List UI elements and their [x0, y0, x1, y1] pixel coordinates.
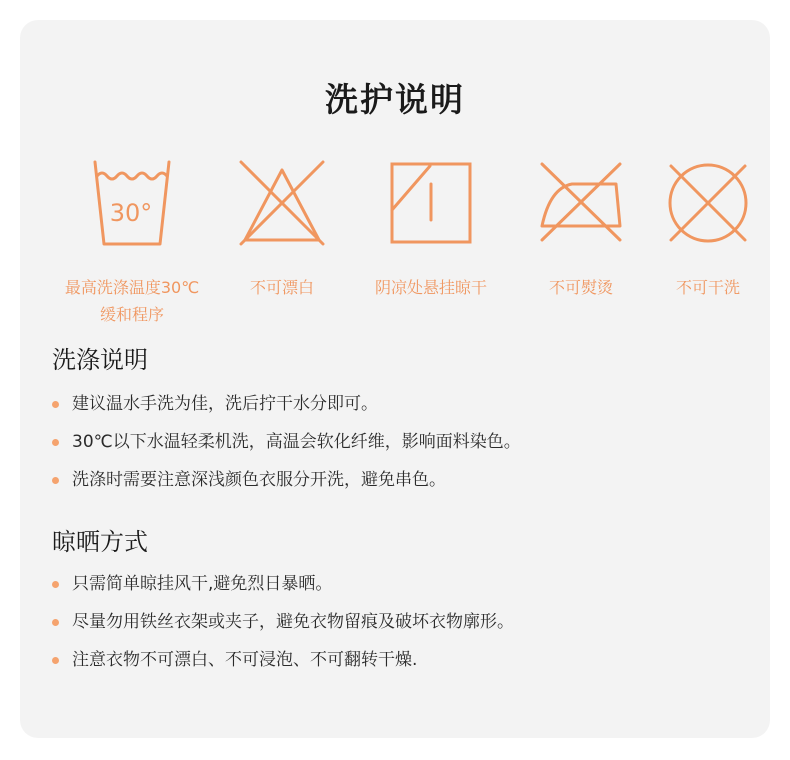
care-item-wash — [47, 158, 217, 328]
no-bleach-icon — [237, 158, 327, 248]
washing-item: 30℃以下水温轻柔机洗，高温会软化纤维，影响面料染色。 — [52, 423, 521, 461]
drying-item: 尽量勿用铁丝衣架或夹子，避免衣物留痕及破坏衣物廓形。 — [52, 603, 514, 641]
washing-item: 洗涤时需要注意深浅颜色衣服分开洗，避免串色。 — [52, 461, 521, 499]
drying-item: 只需简单晾挂风干,避免烈日暴晒。 — [52, 565, 514, 603]
care-label-wash-line2: 缓和程序 — [99, 305, 164, 324]
line-dry-shade-icon — [386, 158, 476, 248]
care-icons-row — [20, 158, 770, 328]
wash-30-icon — [87, 158, 177, 248]
care-item-no-dry-clean — [623, 158, 790, 301]
care-label-no-bleach: 不可漂白 — [249, 278, 314, 297]
wash-temperature: 30° — [109, 199, 153, 227]
page-title: 洗护说明 — [325, 80, 465, 119]
drying-list — [52, 565, 514, 679]
care-label-wash — [47, 274, 217, 328]
no-iron-icon — [536, 158, 626, 248]
washing-list — [52, 385, 521, 499]
care-item-line-dry — [346, 158, 516, 301]
care-item-no-bleach — [197, 158, 367, 301]
washing-item: 建议温水手洗为佳，洗后拧干水分即可。 — [52, 385, 521, 423]
drying-item: 注意衣物不可漂白、不可浸泡、不可翻转干燥. — [52, 641, 514, 679]
no-dry-clean-icon — [663, 158, 753, 248]
care-label-line-dry: 阴凉处悬挂晾干 — [374, 278, 487, 297]
drying-section-title: 晾晒方式 — [52, 528, 148, 556]
care-label-no-iron: 不可熨烫 — [548, 278, 613, 297]
care-label-wash-line1: 最高洗涤温度30℃ — [64, 278, 200, 297]
washing-section-title: 洗涤说明 — [52, 346, 148, 374]
care-label-no-dry-clean: 不可干洗 — [675, 278, 740, 297]
